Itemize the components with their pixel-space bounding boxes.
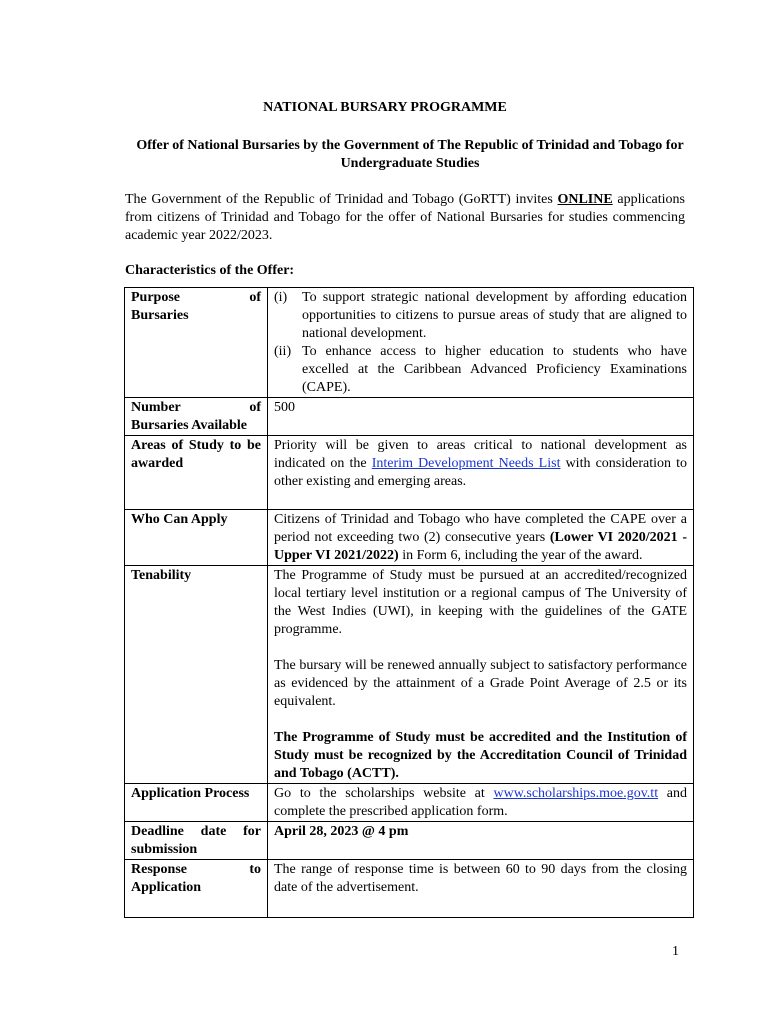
table-row-number (125, 398, 694, 436)
document-title: NATIONAL BURSARY PROGRAMME (263, 100, 507, 115)
label-bursaries-word: Bursaries (131, 308, 189, 323)
label-response-word: Response (131, 862, 188, 877)
row-value-application (268, 784, 694, 822)
table-row-who (125, 510, 694, 566)
label-of-word: of (249, 290, 261, 305)
intro-text-before: The Government of the Republic of Trinidad and Tobago (GoRTT) invites (125, 192, 558, 207)
list-item-number: (i) (274, 290, 288, 305)
section-heading: Characteristics of the Offer: (125, 263, 295, 278)
row-value-areas (268, 436, 694, 510)
document-subtitle: Offer of National Bursaries by the Government of The Republic of Trinidad and Tobago for Undergraduate Studies (136, 138, 684, 171)
list-item-text: To support strategic national development by affording education opportunities to citizens to pursue areas of study that are aligned to national development. (302, 290, 687, 341)
row-value-purpose (268, 288, 694, 398)
areas-text-before: Priority will be given to areas critical to national development as indicated on the (274, 438, 687, 471)
tenability-paragraph-1: The Programme of Study must be pursued at an accredited/recognized local tertiary level institution or a regional campus of The University of the West Indies (UWI), in keeping with the guidelines of the GATE programme. (274, 568, 687, 637)
intro-paragraph (125, 191, 685, 245)
areas-text-after: with consideration to other existing and emerging areas. (274, 456, 687, 489)
row-label-response (125, 860, 268, 918)
table-row-purpose (125, 288, 694, 398)
row-label-who: Who Can Apply (125, 510, 268, 566)
page-number: 1 (672, 944, 679, 959)
label-deadline-word: Deadline (131, 824, 184, 839)
intro-online-emphasis: ONLINE (557, 192, 613, 207)
offer-characteristics-table (124, 287, 694, 918)
scholarships-website-link[interactable]: www.scholarships.moe.gov.tt (493, 786, 659, 801)
list-item (274, 343, 687, 397)
label-submission-word: submission (131, 842, 198, 857)
row-value-number: 500 (268, 398, 694, 436)
table-row-application (125, 784, 694, 822)
row-value-who (268, 510, 694, 566)
list-item-text: To enhance access to higher education to students who have excelled at the Caribbean Advanced Proficiency Examinations (CAPE). (302, 344, 687, 395)
who-text-before: Citizens of Trinidad and Tobago who have completed the CAPE over a period not exceeding two (2) consecutive years (274, 512, 687, 545)
table-row-deadline (125, 822, 694, 860)
table-row-response (125, 860, 694, 918)
label-number-word: Number (131, 400, 181, 415)
purpose-list (274, 289, 687, 397)
intro-text-after: applications from citizens of Trinidad and Tobago for the offer of National Bursaries for studies commencing academic year 2022/2023. (125, 192, 686, 243)
who-text-after: in Form 6, including the year of the award. (398, 548, 643, 563)
label-of-word: of (249, 400, 261, 415)
row-label-number (125, 398, 268, 436)
who-text-years: (Lower VI 2020/2021 - Upper VI 2021/2022) (274, 530, 687, 563)
tenability-paragraph-2: The bursary will be renewed annually subject to satisfactory performance as evidenced by the attainment of a Grade Point Average of 2.5 or its equivalent. (274, 658, 687, 709)
row-label-tenability: Tenability (125, 566, 268, 784)
row-label-application: Application Process (125, 784, 268, 822)
list-item (274, 289, 687, 343)
label-application-word: Application (131, 880, 202, 895)
list-item-number: (ii) (274, 344, 292, 359)
row-label-deadline (125, 822, 268, 860)
row-label-areas: Areas of Study to be awarded (125, 436, 268, 510)
tenability-paragraph-3: The Programme of Study must be accredited and the Institution of Study must be recognized by the Accreditation Council of Trinidad and Tobago (ACTT). (274, 730, 687, 781)
label-to-word: to (249, 862, 261, 877)
row-value-deadline: April 28, 2023 @ 4 pm (268, 822, 694, 860)
label-purpose-word: Purpose (131, 290, 180, 305)
label-date-word: date (200, 824, 227, 839)
row-value-tenability (268, 566, 694, 784)
application-text-before: Go to the scholarships website at (274, 786, 494, 801)
table-row-tenability (125, 566, 694, 784)
row-label-purpose (125, 288, 268, 398)
row-value-response: The range of response time is between 60 to 90 days from the closing date of the advertisement. (268, 860, 694, 918)
label-bursaries-available: Bursaries Available (131, 418, 248, 433)
label-for-word: for (243, 824, 261, 839)
interim-development-needs-list-link[interactable]: Interim Development Needs List (371, 456, 561, 471)
application-text-after: and complete the prescribed application form. (274, 786, 688, 819)
table-row-areas (125, 436, 694, 510)
